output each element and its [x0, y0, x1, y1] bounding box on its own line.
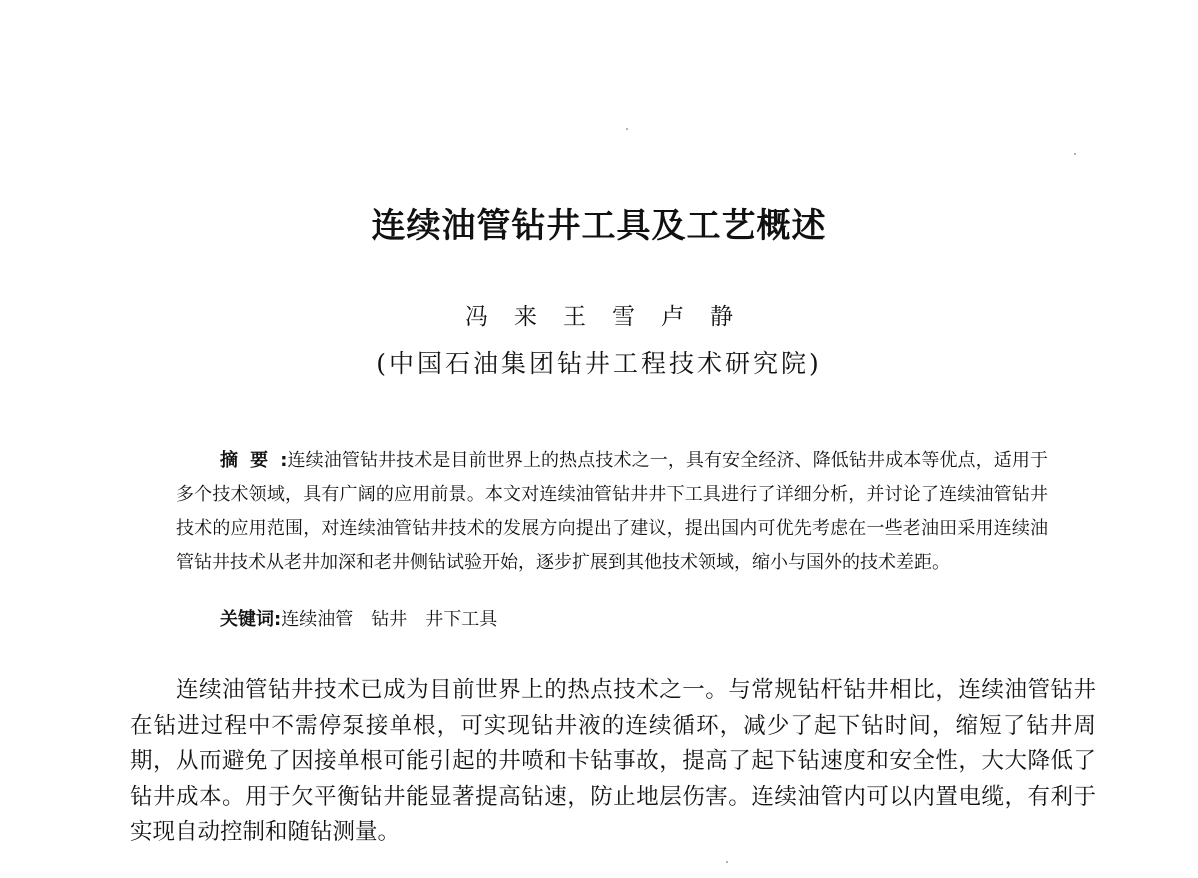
scan-speck — [1074, 153, 1076, 155]
author-list — [0, 298, 1198, 331]
keywords-label: 关键词: — [220, 609, 282, 630]
author-name: 冯来 — [465, 304, 563, 330]
abstract — [176, 444, 1048, 580]
keyword: 钻井 — [371, 609, 408, 630]
scan-speck — [626, 128, 628, 130]
author-name: 王雪 — [563, 304, 661, 330]
keywords — [220, 605, 515, 635]
abstract-label-colon: : — [280, 450, 288, 471]
abstract-label: 摘要 — [220, 450, 281, 471]
paper-title: 连续油管钻井工具及工艺概述 — [371, 206, 827, 246]
scan-speck — [726, 861, 728, 863]
keyword: 连续油管 — [281, 609, 354, 630]
author-name: 卢静 — [661, 304, 759, 330]
keyword: 井下工具 — [425, 609, 498, 630]
abstract-text: 连续油管钻井技术是目前世界上的热点技术之一，具有安全经济、降低钻井成本等优点，适用于多个技术领域，具有广阔的应用前景。本文对连续油管钻井井下工具进行了详细分析，并讨论了连续油管钻井技术的应用范围，对连续油管钻井技术的发展方向提出了建议，提出国内可优先考虑在一些老油田采用连续油管钻井技术从老井加深和老井侧钻试验开始，逐步扩展到其他技术领域，缩小与国外的技术差距。 — [176, 450, 1048, 573]
author-affiliation: (中国石油集团钻井工程技术研究院) — [376, 349, 822, 378]
body-paragraph: 连续油管钻井技术已成为目前世界上的热点技术之一。与常规钻杆钻井相比，连续油管钻井在钻进过程中不需停泵接单根，可实现钻井液的连续循环，减少了起下钻时间，缩短了钻井周期，从而避免了因接单根可能引起的井喷和卡钻事故，提高了起下钻速度和安全性，大大降低了钻井成本。用于欠平衡钻井能显著提高钻速，防止地层伤害。连续油管内可以内置电缆，有利于实现自动控制和随钻测量。 — [130, 677, 1096, 845]
